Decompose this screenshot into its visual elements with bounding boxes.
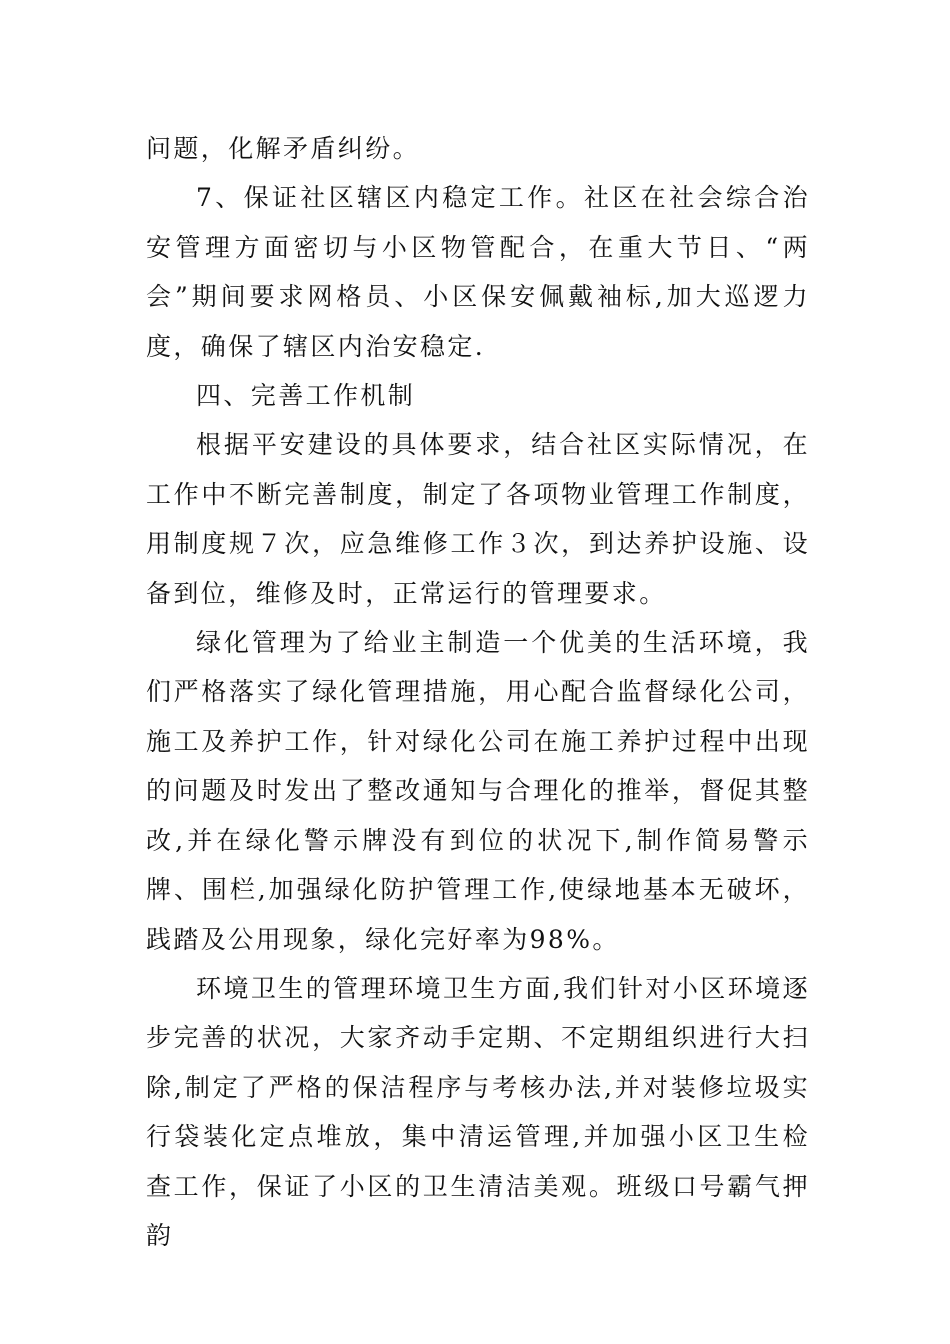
paragraph-continuation: 问题，化解矛盾纠纷。 bbox=[146, 134, 421, 163]
paragraph-environmental-sanitation: 环境卫生的管理环境卫生方面,我们针对小区环境逐步完善的状况，大家齐动手定期、不定期组织进行大扫除,制定了严格的保洁程序与考核办法,并对装修垃圾实行袋装化定点堆放，集中清运管理,并加强小区卫生检查工作，保证了小区的卫生清洁美观。班级口号霸气押韵 bbox=[146, 973, 810, 1250]
paragraph-item-7: 7、保证社区辖区内稳定工作。社区在社会综合治安管理方面密切与小区物管配合，在重大节日、“两会”期间要求网格员、小区保安佩戴袖标,加大巡逻力度，确保了辖区内治安稳定. bbox=[146, 183, 810, 361]
section-heading: 四、完善工作机制 bbox=[196, 381, 416, 411]
paragraph-work-mechanism: 根据平安建设的具体要求，结合社区实际情况，在工作中不断完善制度，制定了各项物业管理工作制度，用制度规７次，应急维修工作３次，到达养护设施、设备到位，维修及时，正常运行的管理要求。 bbox=[146, 430, 810, 608]
paragraph-greening-management: 绿化管理为了给业主制造一个优美的生活环境，我们严格落实了绿化管理措施，用心配合监督绿化公司，施工及养护工作，针对绿化公司在施工养护过程中出现的问题及时发出了整改通知与合理化的推举，督促其整改,并在绿化警示牌没有到位的状况下,制作简易警示牌、围栏,加强绿化防护管理工作,使绿地基本无破坏，践踏及公用现象，绿化完好率为98%。 bbox=[146, 628, 810, 954]
document-body bbox=[146, 124, 810, 1260]
